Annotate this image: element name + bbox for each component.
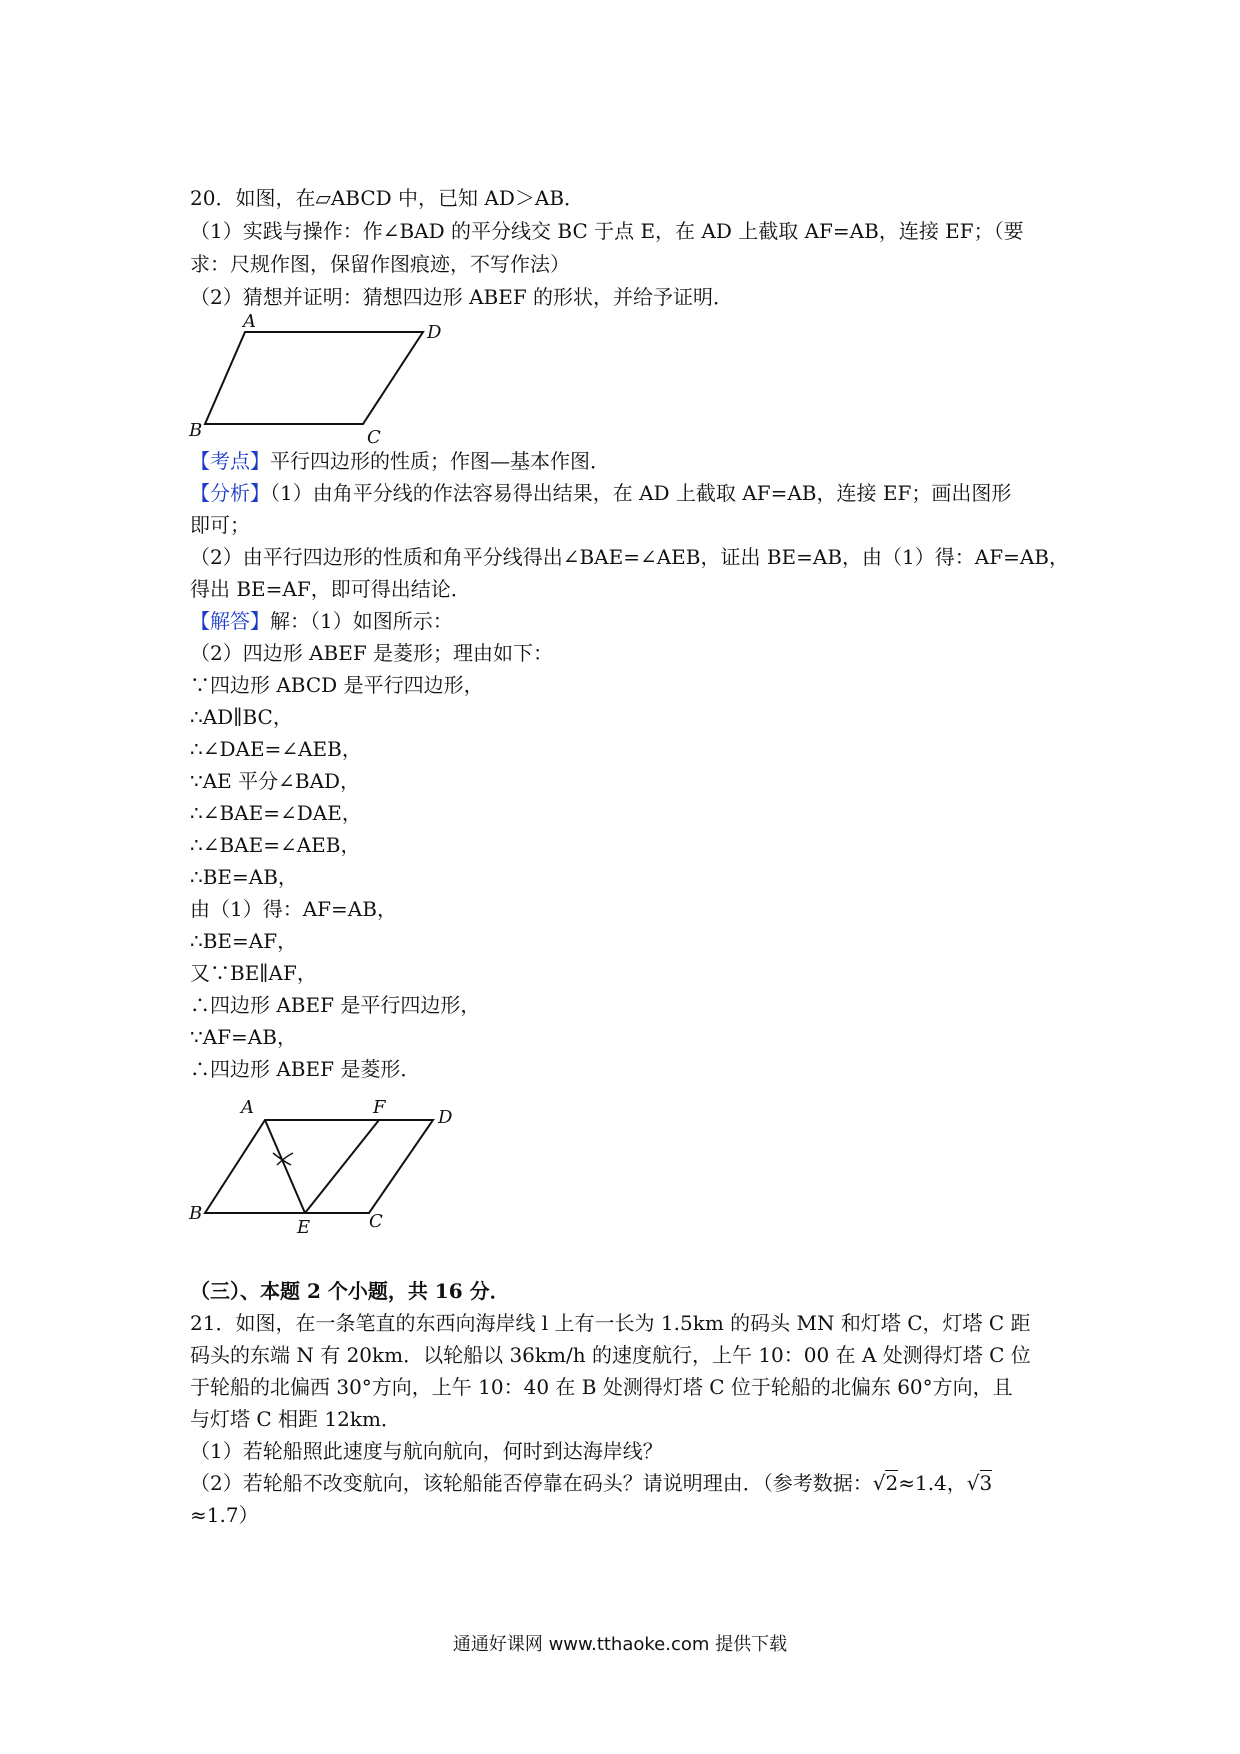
kaodian-tag: 【考点】 xyxy=(190,449,270,473)
proof-line: ∵AF=AB， xyxy=(190,1025,297,1049)
proof-line: ∴∠BAE=∠AEB， xyxy=(190,833,361,857)
fig2-label-f: F xyxy=(373,1097,386,1118)
sqrt-3-radicand: 3 xyxy=(979,1471,993,1495)
proof-line: ∵AE 平分∠BAD， xyxy=(190,769,361,793)
q20-title: 20．如图，在▱ABCD 中，已知 AD＞AB． xyxy=(190,186,585,210)
footer-source: 通通好课网 www.tthaoke.com 提供下载 xyxy=(452,1634,788,1655)
kaodian-text: 平行四边形的性质；作图—基本作图． xyxy=(270,449,610,473)
q20-part1-line2: 求：尺规作图，保留作图痕迹，不写作法） xyxy=(190,252,570,276)
proof-line: ∴BE=AF， xyxy=(190,929,298,953)
fig2-label-a: A xyxy=(241,1097,254,1118)
proof-line: ∴∠BAE=∠DAE， xyxy=(190,801,362,825)
proof-line: ∴BE=AB， xyxy=(190,865,298,889)
sqrt-2-value: ≈1.4， xyxy=(898,1471,967,1495)
q21-part2-end: ≈1.7） xyxy=(190,1503,259,1527)
fig2-label-c: C xyxy=(369,1211,383,1232)
fenxi-line2: 即可； xyxy=(190,513,250,537)
sqrt-2: √2 xyxy=(872,1471,899,1495)
sqrt-2-radicand: 2 xyxy=(885,1471,899,1495)
proof-line: ∴∠DAE=∠AEB， xyxy=(190,737,362,761)
q21-line1: 21．如图，在一条笔直的东西向海岸线 l 上有一长为 1.5km 的码头 MN 和灯塔 C，灯塔 C 距 xyxy=(190,1311,1031,1335)
fig2-label-d: D xyxy=(438,1107,453,1128)
q21-part1: （1）若轮船照此速度与航向航向，何时到达海岸线？ xyxy=(190,1439,663,1463)
fig1-label-c: C xyxy=(367,427,381,445)
fenxi-tag: 【分析】 xyxy=(190,481,270,505)
sqrt-3: √3 xyxy=(966,1471,993,1495)
fig2-label-b: B xyxy=(189,1203,203,1224)
fenxi-text-1: （1）由角平分线的作法容易得出结果，在 AD 上截取 AF=AB，连接 EF；画出图形 xyxy=(270,481,1012,505)
fig1-label-d: D xyxy=(427,322,442,343)
proof-line: 由（1）得：AF=AB， xyxy=(190,897,397,921)
fig2-label-e: E xyxy=(297,1217,311,1235)
kaodian xyxy=(190,446,610,476)
section-heading: （三）、本题 2 个小题，共 16 分． xyxy=(190,1279,510,1303)
q21-part2 xyxy=(190,1468,992,1498)
q20-part2: （2）猜想并证明：猜想四边形 ABEF 的形状，并给予证明． xyxy=(190,285,734,309)
jieda-line xyxy=(190,606,453,636)
proof-line: （2）四边形 ABEF 是菱形；理由如下： xyxy=(190,641,554,665)
fenxi-line4: 得出 BE=AF，即可得出结论． xyxy=(190,577,471,601)
fenxi-line3: （2）由平行四边形的性质和角平分线得出∠BAE=∠AEB，证出 BE=AB，由（1）得：AF=AB， xyxy=(190,545,1069,569)
q21-part2-text: （2）若轮船不改变航向，该轮船能否停靠在码头？请说明理由．（参考数据： xyxy=(190,1471,873,1495)
proof-line: ∴四边形 ABEF 是平行四边形， xyxy=(190,993,481,1017)
fig1-label-b: B xyxy=(189,420,203,441)
fenxi-line1 xyxy=(190,478,1011,508)
proof-line: ∴四边形 ABEF 是菱形． xyxy=(190,1057,421,1081)
q21-line2: 码头的东端 N 有 20km．以轮船以 36km/h 的速度航行，上午 10：00 在 A 处测得灯塔 C 位 xyxy=(190,1343,1031,1367)
proof-line: ∴AD∥BC， xyxy=(190,705,293,729)
jieda-text: 解：（1）如图所示： xyxy=(270,609,453,633)
proof-line: ∵四边形 ABCD 是平行四边形， xyxy=(190,673,484,697)
proof-line: 又∵BE∥AF， xyxy=(190,961,317,985)
q21-line3: 于轮船的北偏西 30°方向，上午 10：40 在 B 处测得灯塔 C 位于轮船的北偏东 60°方向，且 xyxy=(190,1375,1013,1399)
figure-rhombus-abef xyxy=(185,1095,455,1235)
figure-parallelogram-abcd xyxy=(185,310,455,445)
q20-part1-line1: （1）实践与操作：作∠BAD 的平分线交 BC 于点 E，在 AD 上截取 AF=AB，连接 EF；（要 xyxy=(190,219,1024,243)
fig1-label-a: A xyxy=(243,311,256,332)
jieda-tag: 【解答】 xyxy=(190,609,270,633)
q21-line4: 与灯塔 C 相距 12km． xyxy=(190,1407,401,1431)
